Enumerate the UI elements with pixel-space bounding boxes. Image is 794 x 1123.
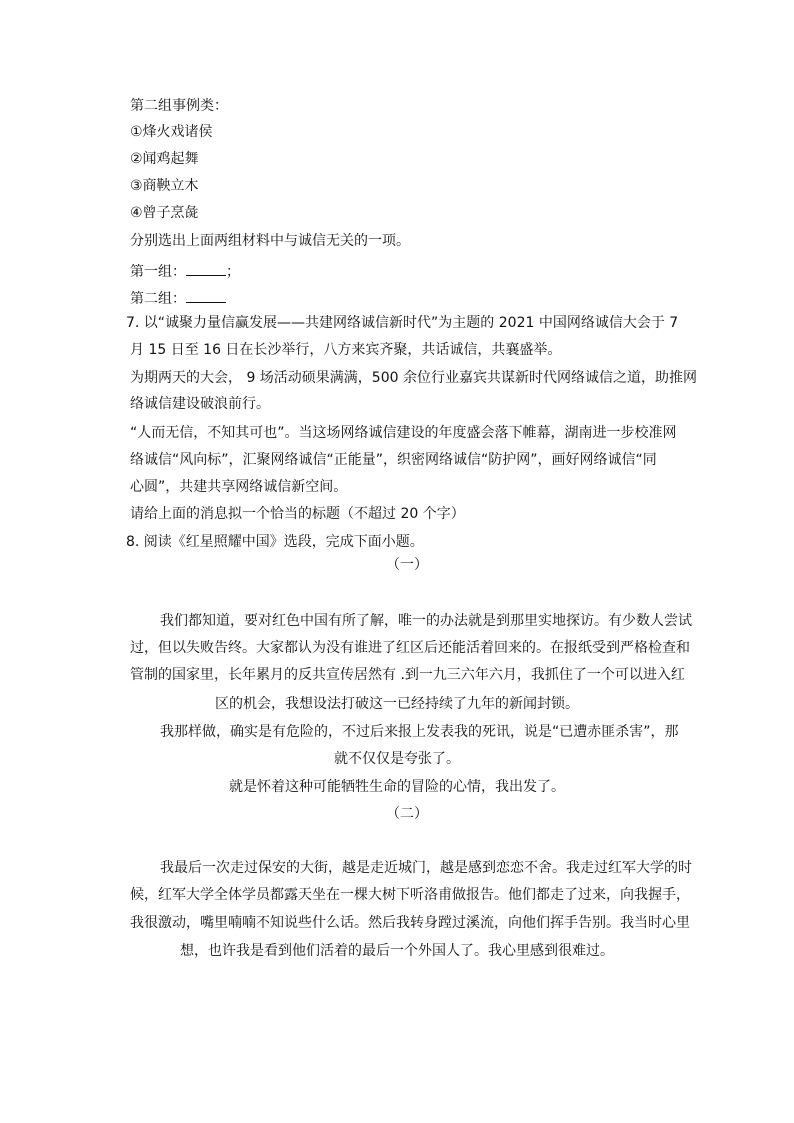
group2-blank (186, 288, 226, 303)
q7-line: 7. 以“诚聚力量信赢发展——共建网络诚信新时代”为主题的 2021 中国网络诚信大会于 7 (126, 315, 679, 331)
q7-line: 月 15 日至 16 日在长沙举行，八方来宾齐聚，共话诚信，共襄盛举。 (130, 342, 562, 358)
group2-item: ④曾子烹彘 (130, 205, 199, 221)
passage-line: 候，红军大学全体学员都露天坐在一棵大树下听洛甫做报告。他们都走了过来，向我握手， (130, 887, 690, 903)
q7-line: 为期两天的大会， 9 场活动硕果满满，500 余位行业嘉宾共谋新时代网络诚信之道，助推网 (130, 370, 697, 386)
group1-blank (186, 261, 226, 276)
passage-line: 管制的国家里，长年累月的反共宣传居然有 .到一九三六年六月，我抓住了一个可以进入红 (130, 667, 685, 683)
q6-instruction: 分别选出上面两组材料中与诚信无关的一项。 (130, 233, 410, 249)
answer-line-group1 (130, 261, 240, 281)
passage-line: 我最后一次走过保安的大街，越是走近城门，越是感到恋恋不舍。我走过红军大学的时 (160, 860, 692, 876)
q7-line: 络诚信“风向标”，汇聚网络诚信“正能量”，织密网络诚信“防护网”，画好网络诚信“同 (130, 452, 657, 468)
group1-label: 第一组： (130, 264, 186, 280)
q7-line: “人而无信，不知其可也”。当这场网络诚信建设的年度盛会落下帷幕，湖南进一步校准网 (130, 425, 677, 441)
group2-item: ③商鞅立木 (130, 178, 199, 194)
group2-item: ①烽火戏诸侯 (130, 124, 213, 140)
group2-heading: 第二组事例类： (130, 98, 228, 114)
passage-line: 我那样做，确实是有危险的，不过后来报上发表我的死讯，说是“已遭赤匪杀害”，那 (160, 724, 679, 740)
q7-prompt: 请给上面的消息拟一个恰当的标题（不超过 20 个字） (130, 506, 465, 522)
passage-line: 想，也许我是看到他们活着的最后一个外国人了。我心里感到很难过。 (180, 943, 614, 959)
q8-intro: 8. 阅读《红星照耀中国》选段，完成下面小题。 (126, 534, 424, 550)
answer-line-group2 (130, 288, 226, 308)
q7-line: 心圆”，共建共享网络诚信新空间。 (130, 479, 348, 495)
passage-line: 区的机会，我想设法打破这一已经持续了九年的新闻封锁。 (215, 696, 579, 712)
part1-title: （一） (386, 557, 428, 573)
passage-line: 我们都知道，要对红色中国有所了解，唯一的办法就是到那里实地探访。有少数人尝试 (160, 613, 692, 629)
group2-item: ②闻鸡起舞 (130, 151, 199, 167)
passage-line: 过，但以失败告终。大家都认为没有谁进了红区后还能活着回来的。在报纸受到严格检查和 (130, 640, 690, 656)
passage-line: 就是怀着这种可能牺牲生命的冒险的心情，我出发了。 (229, 779, 565, 795)
passage-line: 就不仅仅是夸张了。 (334, 751, 460, 767)
passage-line: 我很激动，嘴里喃喃不知说些什么话。然后我转身蹚过溪流，向他们挥手告别。我当时心里 (130, 915, 690, 931)
q7-line: 络诚信建设破浪前行。 (130, 396, 270, 412)
group1-end: ； (226, 264, 240, 280)
group2-label: 第二组： (130, 291, 186, 307)
part2-title: （二） (386, 806, 428, 822)
